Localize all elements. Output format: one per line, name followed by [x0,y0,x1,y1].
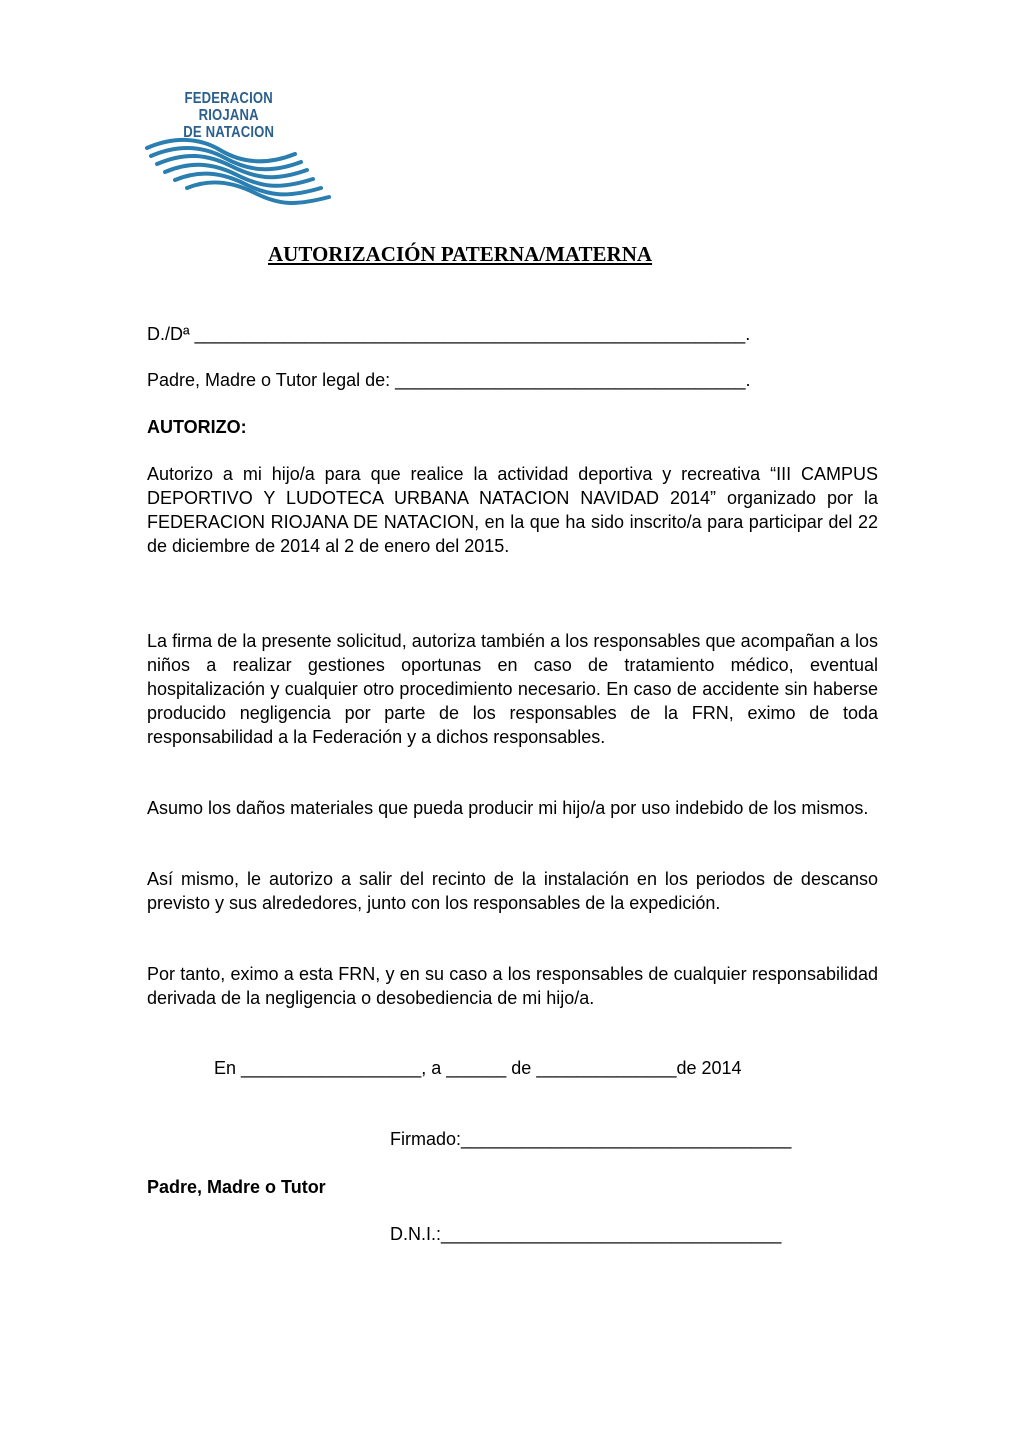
waves-icon [145,136,335,211]
paragraph-1: Autorizo a mi hijo/a para que realice la actividad deportiva y recreativa “III CAMPUS DEPORTIVO Y LUDOTECA URBANA NATACION NAVIDAD 2014” organizado por la FEDERACION RIOJANA DE NATACION, en la que ha sido inscrito/a para participar del 22 de diciembre de 2014 al 2 de enero del 2015. [147,464,878,556]
paragraph-2: La firma de la presente solicitud, autoriza también a los responsables que acompañan a los niños a realizar gestiones oportunas en caso de tratamiento médico, eventual hospitalización y cualquier otro procedimiento necesario. En caso de accidente sin haberse producido negligencia por parte de los responsables de la FRN, eximo de toda responsabilidad a la Federación y a dichos responsables. [147,631,878,747]
paragraph-3: Asumo los daños materiales que pueda producir mi hijo/a por uso indebido de los mismos. [147,798,869,818]
dni-line: D.N.I.:__________________________________ [390,1224,782,1244]
federation-logo [145,88,335,213]
paragraph-5: Por tanto, eximo a esta FRN, y en su caso a los responsables de cualquier responsabilidad derivada de la negligencia o desobediencia de mi hijo/a. [147,964,878,1008]
guardian-field-line: Padre, Madre o Tutor legal de: ___________________________________. [147,370,751,390]
logo-text [159,90,298,141]
signature-line: Firmado:_________________________________ [390,1129,792,1149]
date-place-line: En __________________, a ______ de ______________de 2014 [214,1058,742,1078]
authorize-heading: AUTORIZO: [147,417,247,437]
logo-line-2: DE NATACION [183,124,275,141]
logo-line-1: FEDERACION RIOJANA [184,90,273,124]
name-field-line: D./Dª _______________________________________________________. [147,324,751,344]
paragraph-4: Así mismo, le autorizo a salir del recinto de la instalación en los periodos de descanso previsto y sus alrededores, junto con los responsables de la expedición. [147,869,878,913]
document-title: AUTORIZACIÓN PATERNA/MATERNA [268,242,653,266]
signer-role: Padre, Madre o Tutor [147,1177,326,1197]
